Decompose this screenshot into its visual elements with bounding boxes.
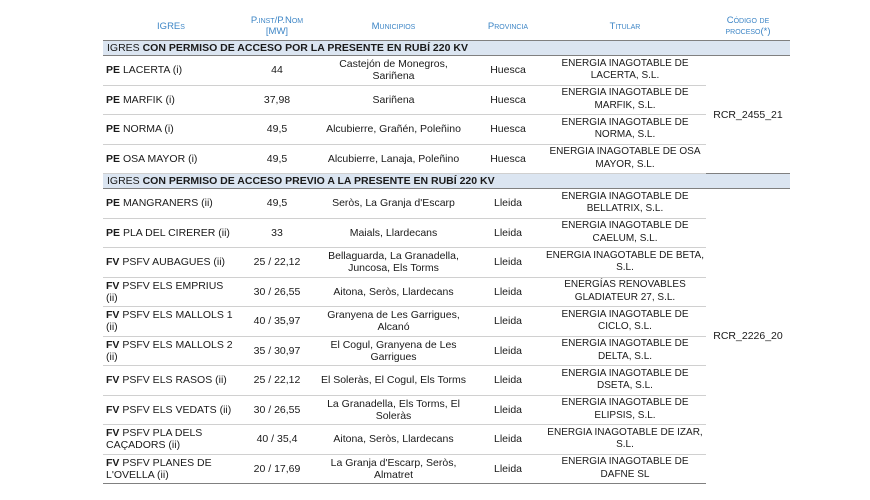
cell-titular: ENERGIA INAGOTABLE DE OSA MAYOR, S.L.	[544, 144, 706, 174]
table-row	[103, 248, 790, 278]
cell-pinst: 35 / 30,97	[239, 336, 315, 366]
cell-pinst: 30 / 26,55	[239, 395, 315, 425]
cell-municipios: Bellaguarda, La Granadella, Juncosa, Els Torms	[315, 248, 472, 278]
cell-municipios: El Cogul, Granyena de Les Garrigues	[315, 336, 472, 366]
cell-titular: ENERGIA INAGOTABLE DE LACERTA, S.L.	[544, 56, 706, 86]
cell-titular: ENERGIA INAGOTABLE DE BELLATRIX, S.L.	[544, 189, 706, 219]
project-type: FV	[106, 256, 120, 269]
project-name: PSFV PLA DELS CAÇADORS (ii)	[106, 427, 203, 452]
cell-igres	[103, 248, 239, 278]
section-title	[103, 174, 790, 189]
table-row	[103, 85, 790, 115]
cell-igres	[103, 85, 239, 115]
cell-provincia: Lleida	[472, 366, 544, 396]
cell-titular: ENERGIA INAGOTABLE DE DSETA, S.L.	[544, 366, 706, 396]
table-row	[103, 218, 790, 248]
project-name: PSFV PLANES DE L'OVELLA (ii)	[106, 456, 212, 481]
table-row	[103, 144, 790, 174]
cell-municipios: Alcubierre, Lanaja, Poleñino	[315, 144, 472, 174]
cell-provincia: Lleida	[472, 454, 544, 484]
col-header-codigo: Código de proceso(*)	[725, 15, 771, 37]
table-row	[103, 425, 790, 455]
project-type: FV	[106, 456, 120, 469]
cell-municipios: Castejón de Monegros, Sariñena	[315, 56, 472, 86]
section-title	[103, 41, 790, 56]
table-row	[103, 395, 790, 425]
project-name: LACERTA (i)	[122, 64, 183, 77]
project-name: MARFIK (i)	[122, 93, 175, 106]
cell-igres	[103, 144, 239, 174]
table-row	[103, 454, 790, 484]
col-header-provincia: Provincia	[487, 20, 529, 32]
cell-titular: ENERGIA INAGOTABLE DE BETA, S.L.	[544, 248, 706, 278]
cell-municipios: Maials, Llardecans	[315, 218, 472, 248]
project-type: PE	[106, 152, 121, 165]
cell-provincia: Lleida	[472, 307, 544, 337]
col-header-municipios: Municipios	[371, 20, 416, 32]
table-row	[103, 277, 790, 307]
cell-igres	[103, 425, 239, 455]
project-name: PLA DEL CIRERER (ii)	[122, 226, 230, 239]
cell-pinst: 49,5	[239, 189, 315, 219]
table-header	[0, 12, 870, 40]
cell-provincia: Lleida	[472, 336, 544, 366]
project-name: MANGRANERS (ii)	[122, 197, 213, 210]
project-name: PSFV ELS MALLOLS 2 (ii)	[106, 338, 233, 363]
col-header-pinst: P.inst/P.Nom [MW]	[250, 15, 304, 37]
cell-municipios: Aitona, Seròs, Llardecans	[315, 277, 472, 307]
cell-titular: ENERGIA INAGOTABLE DE IZAR, S.L.	[544, 425, 706, 455]
cell-codigo-proceso: RCR_2226_20	[713, 330, 783, 343]
projects-table	[103, 40, 790, 484]
cell-provincia: Huesca	[472, 85, 544, 115]
section-prefix: IGRES	[107, 175, 143, 187]
cell-titular: ENERGIA INAGOTABLE DE CICLO, S.L.	[544, 307, 706, 337]
cell-pinst: 25 / 22,12	[239, 366, 315, 396]
project-name: PSFV ELS VEDATS (ii)	[122, 403, 232, 416]
cell-pinst: 40 / 35,4	[239, 425, 315, 455]
cell-igres	[103, 115, 239, 145]
cell-titular: ENERGIA INAGOTABLE DE DELTA, S.L.	[544, 336, 706, 366]
cell-municipios: Aitona, Seròs, Llardecans	[315, 425, 472, 455]
cell-provincia: Lleida	[472, 248, 544, 278]
project-type: FV	[106, 309, 120, 322]
cell-municipios: Seròs, La Granja d'Escarp	[315, 189, 472, 219]
project-type: PE	[106, 123, 121, 136]
project-type: FV	[106, 338, 120, 351]
cell-provincia: Lleida	[472, 395, 544, 425]
cell-provincia: Lleida	[472, 218, 544, 248]
cell-provincia: Huesca	[472, 144, 544, 174]
cell-pinst: 33	[239, 218, 315, 248]
project-type: PE	[106, 197, 121, 210]
cell-provincia: Lleida	[472, 425, 544, 455]
cell-titular: ENERGIA INAGOTABLE DE DAFNE SL	[544, 454, 706, 484]
project-name: OSA MAYOR (i)	[122, 152, 198, 165]
col-header-titular: Titular	[609, 20, 641, 32]
section-label: CON PERMISO DE ACCESO POR LA PRESENTE EN RUBÍ 220 KV	[142, 42, 468, 54]
cell-igres	[103, 307, 239, 337]
cell-igres	[103, 336, 239, 366]
project-name: PSFV ELS RASOS (ii)	[122, 374, 227, 387]
cell-provincia: Huesca	[472, 56, 544, 86]
cell-igres	[103, 395, 239, 425]
section-label: CON PERMISO DE ACCESO PREVIO A LA PRESENTE EN RUBÍ 220 KV	[142, 175, 495, 187]
cell-pinst: 49,5	[239, 144, 315, 174]
cell-igres	[103, 56, 239, 86]
cell-igres	[103, 454, 239, 484]
cell-igres	[103, 366, 239, 396]
cell-municipios: El Soleràs, El Cogul, Els Torms	[315, 366, 472, 396]
section-prefix: IGRES	[107, 42, 143, 54]
project-type: PE	[106, 64, 121, 77]
table-row	[103, 336, 790, 366]
cell-provincia: Lleida	[472, 277, 544, 307]
project-type: PE	[106, 226, 121, 239]
table-row	[103, 366, 790, 396]
cell-municipios: La Granja d'Escarp, Seròs, Almatret	[315, 454, 472, 484]
table-row	[103, 189, 790, 219]
project-type: FV	[106, 279, 120, 292]
cell-igres	[103, 189, 239, 219]
cell-igres	[103, 277, 239, 307]
cell-igres	[103, 218, 239, 248]
project-type: FV	[106, 403, 120, 416]
project-name: PSFV AUBAGUES (ii)	[122, 256, 226, 269]
project-name: NORMA (i)	[122, 123, 174, 136]
cell-provincia: Huesca	[472, 115, 544, 145]
cell-codigo-proceso: RCR_2455_21	[713, 108, 783, 121]
col-header-igres: IGREs	[157, 20, 185, 32]
cell-titular: ENERGÍAS RENOVABLES GLADIATEUR 27, S.L.	[544, 277, 706, 307]
cell-municipios: La Granadella, Els Torms, El Soleràs	[315, 395, 472, 425]
cell-pinst: 25 / 22,12	[239, 248, 315, 278]
cell-municipios: Granyena de Les Garrigues, Alcanó	[315, 307, 472, 337]
cell-titular: ENERGIA INAGOTABLE DE NORMA, S.L.	[544, 115, 706, 145]
cell-pinst: 37,98	[239, 85, 315, 115]
section-header	[103, 41, 790, 56]
table-row	[103, 56, 790, 86]
project-type: FV	[106, 427, 120, 440]
cell-titular: ENERGIA INAGOTABLE DE CAELUM, S.L.	[544, 218, 706, 248]
table-row	[103, 115, 790, 145]
cell-pinst: 44	[239, 56, 315, 86]
cell-pinst: 20 / 17,69	[239, 454, 315, 484]
project-type: PE	[106, 93, 121, 106]
cell-provincia: Lleida	[472, 189, 544, 219]
cell-pinst: 40 / 35,97	[239, 307, 315, 337]
project-name: PSFV ELS EMPRIUS (ii)	[106, 279, 224, 304]
cell-titular: ENERGIA INAGOTABLE DE MARFIK, S.L.	[544, 85, 706, 115]
cell-pinst: 30 / 26,55	[239, 277, 315, 307]
cell-municipios: Sariñena	[315, 85, 472, 115]
section-header	[103, 174, 790, 189]
project-type: FV	[106, 374, 120, 387]
table-row	[103, 307, 790, 337]
cell-municipios: Alcubierre, Grañén, Poleñino	[315, 115, 472, 145]
cell-titular: ENERGIA INAGOTABLE DE ELIPSIS, S.L.	[544, 395, 706, 425]
cell-pinst: 49,5	[239, 115, 315, 145]
project-name: PSFV ELS MALLOLS 1 (ii)	[106, 309, 233, 334]
